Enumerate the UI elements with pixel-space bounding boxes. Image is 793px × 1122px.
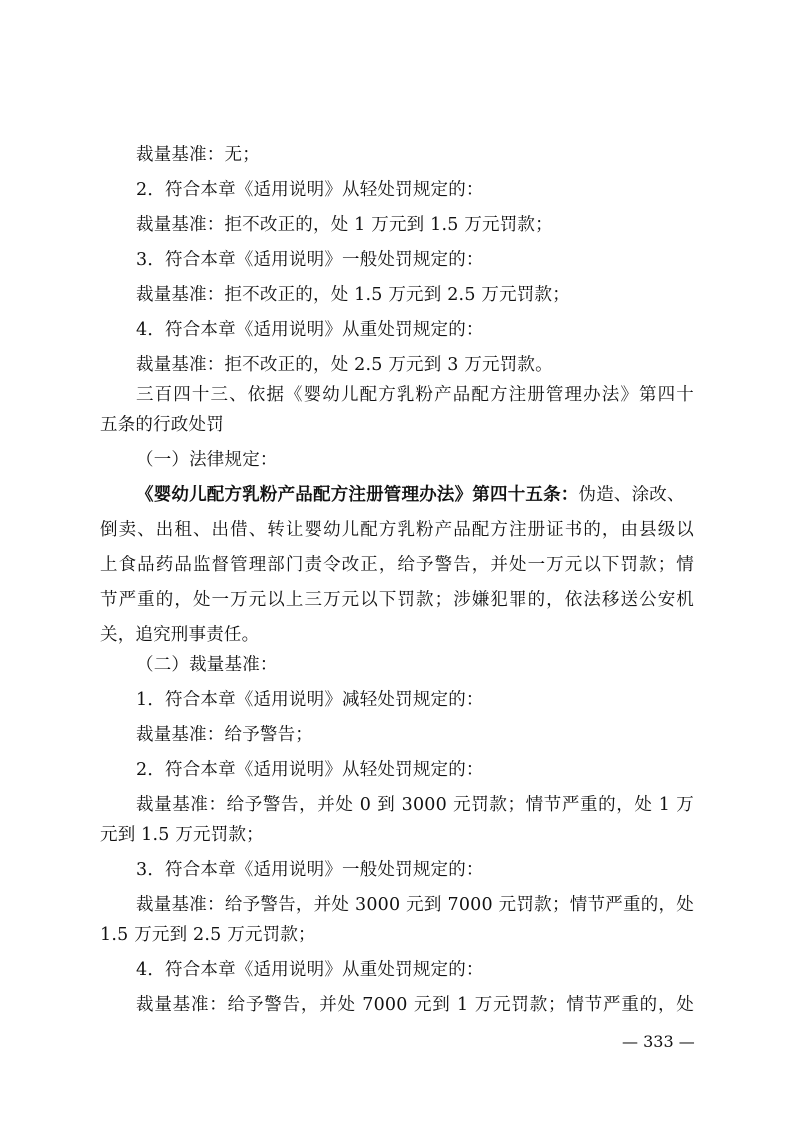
subsection-heading: （一）法律规定：: [136, 450, 278, 470]
text-line: 2．符合本章《适用说明》从轻处罚规定的：: [136, 180, 484, 200]
text-line: 节严重的，处一万元以上三万元以下罚款；涉嫌犯罪的，依法移送公安机: [100, 590, 694, 610]
page-number: — 333 —: [622, 1032, 695, 1051]
law-text: 伪造、涂改、: [578, 485, 685, 505]
text-line: 裁量基准：给予警告；: [136, 725, 313, 745]
subsection-heading: （二）裁量基准：: [136, 655, 278, 675]
section-heading: 三百四十三、依据《婴幼儿配方乳粉产品配方注册管理办法》第四十: [136, 385, 694, 405]
text-line: 倒卖、出租、出借、转让婴幼儿配方乳粉产品配方注册证书的，由县级以: [100, 520, 694, 540]
text-line: 裁量基准：拒不改正的，处 2.5 万元到 3 万元罚款。: [136, 355, 553, 375]
text-line: 3．符合本章《适用说明》一般处罚规定的：: [136, 250, 484, 270]
text-line: 2．符合本章《适用说明》从轻处罚规定的：: [136, 760, 484, 780]
text-line: 1．符合本章《适用说明》减轻处罚规定的：: [136, 690, 484, 710]
text-line: 3．符合本章《适用说明》一般处罚规定的：: [136, 860, 484, 880]
law-paragraph-first-line: [136, 483, 685, 507]
section-heading-continued: 五条的行政处罚: [100, 415, 224, 435]
text-line: 上食品药品监督管理部门责令改正，给予警告，并处一万元以下罚款；情: [100, 555, 694, 575]
text-line: 4．符合本章《适用说明》从重处罚规定的：: [136, 320, 484, 340]
text-line: 1.5 万元到 2.5 万元罚款；: [100, 925, 316, 945]
text-line: 裁量基准：拒不改正的，处 1 万元到 1.5 万元罚款；: [136, 215, 553, 235]
text-line: 元到 1.5 万元罚款；: [100, 825, 264, 845]
text-line: 裁量基准：给予警告，并处 7000 元到 1 万元罚款；情节严重的，处: [136, 995, 694, 1015]
text-line: 4．符合本章《适用说明》从重处罚规定的：: [136, 960, 484, 980]
law-article-title: 《婴幼儿配方乳粉产品配方注册管理办法》第四十五条：: [136, 485, 579, 505]
text-line: 关，追究刑事责任。: [100, 625, 260, 645]
text-line: 裁量基准：给予警告，并处 3000 元到 7000 元罚款；情节严重的，处: [136, 895, 694, 915]
text-line: 裁量基准：无；: [136, 145, 260, 165]
text-line: 裁量基准：拒不改正的，处 1.5 万元到 2.5 万元罚款；: [136, 285, 570, 305]
text-line: 裁量基准：给予警告，并处 0 到 3000 元罚款；情节严重的，处 1 万: [136, 795, 694, 815]
